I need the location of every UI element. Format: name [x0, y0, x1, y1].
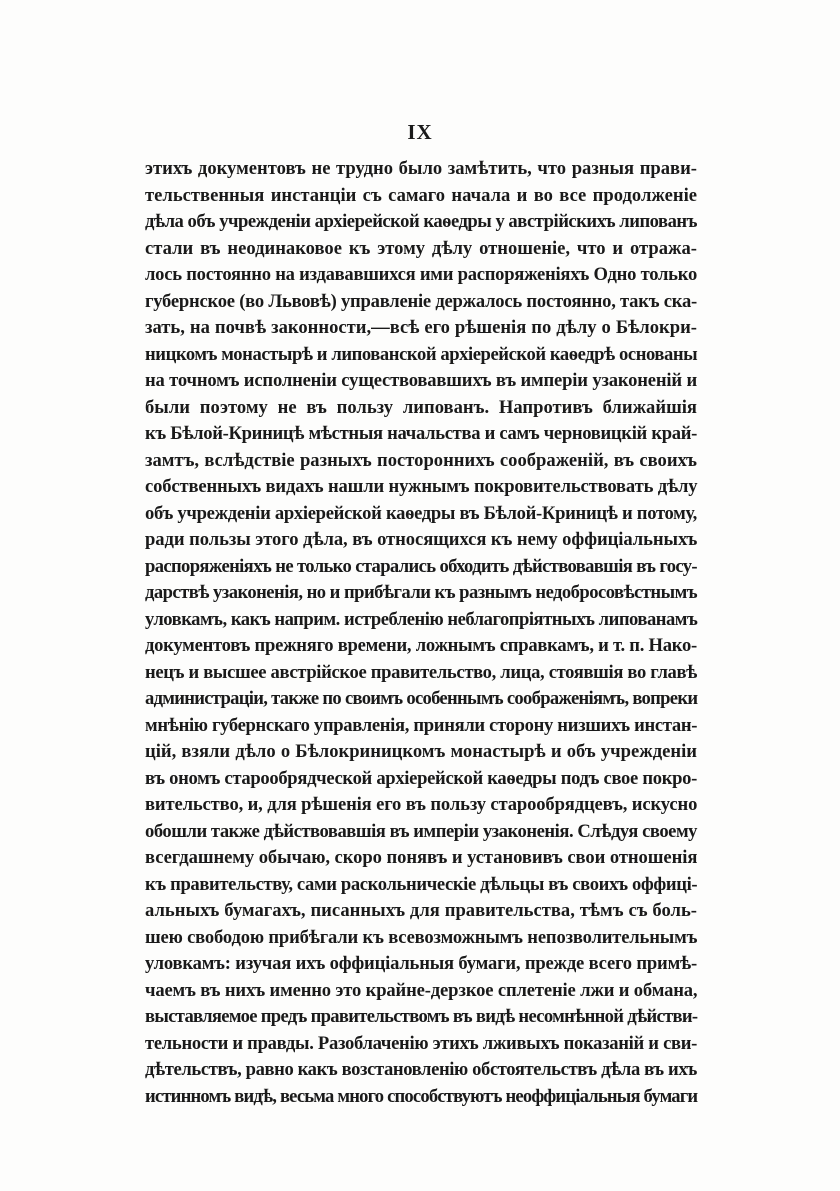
text-line: всегдашнему обычаю, скоро понявъ и установивъ свои отношенія — [145, 847, 698, 868]
text-line: собственныхъ видахъ нашли нужнымъ покровительствовать дѣлу — [145, 476, 698, 497]
text-line: дарствѣ узаконенія, но и прибѣгали къ разнымъ недобросовѣстнымъ — [145, 582, 697, 603]
text-line: на точномъ исполненіи существовавшихъ въ имперіи узаконеній и — [145, 370, 697, 391]
text-line: этихъ документовъ не трудно было замѣтить, что разныя прави- — [145, 158, 697, 179]
text-line: стали въ неодинаковое къ этому дѣлу отношеніе, что и отража- — [145, 237, 697, 259]
text-line: тельности и правды. Разоблаченію этихъ лживыхъ показаній и сви- — [145, 1032, 698, 1054]
text-line: дѣтельствъ, равно какъ возстановленію обстоятельствъ дѣла въ ихъ — [145, 1059, 697, 1080]
text-line: нецъ и высшее австрійское правительство, лица, стоявшія во главѣ — [145, 661, 697, 683]
text-line: выставляемое предъ правительствомъ въ видѣ несомнѣнной дѣйстви- — [145, 1006, 698, 1027]
text-line: ради пользы этого дѣла, въ относящихся къ нему оффиціальныхъ — [145, 529, 698, 550]
text-line: дѣла объ учрежденіи архіерейской каѳедры у австрійскихъ липованъ — [145, 211, 697, 232]
text-line: альныхъ бумагахъ, писанныхъ для правительства, тѣмъ съ боль- — [145, 900, 697, 921]
text-line: уловкамъ: изучая ихъ оффиціальныя бумаги, прежде всего примѣ- — [145, 953, 697, 974]
page-number: IX — [407, 120, 433, 144]
text-line: шею свободою прибѣгали къ всевозможнымъ непозволительнымъ — [145, 926, 698, 948]
text-line: замтъ, вслѣдствіе разныхъ постороннихъ соображеній, въ своихъ — [145, 449, 697, 471]
body-text — [145, 156, 697, 1110]
text-line: истинномъ видѣ, весьма много способствуютъ неоффиціальныя бумаги — [145, 1085, 698, 1107]
text-line: объ учрежденіи архіерейской каѳедры въ Бѣлой-Криницѣ и потому, — [145, 502, 697, 524]
text-line: губернское (во Львовѣ) управленіе держалось постоянно, такъ ска- — [145, 290, 697, 312]
text-line: чаемъ въ нихъ именно это крайне-дерзкое сплетеніе лжи и обмана, — [145, 979, 698, 1001]
text-line: ницкомъ монастырѣ и липованской архіерейской каѳедрѣ основаны — [145, 343, 698, 365]
text-line: къ правительству, сами раскольническіе дѣльцы въ своихъ оффиці- — [145, 873, 698, 895]
text-line: администраціи, также по своимъ особеннымъ соображеніямъ, вопреки — [145, 688, 698, 709]
text-line: были поэтому не въ пользу липованъ. Напротивъ ближайшія — [145, 396, 697, 418]
text-line: лось постоянно на издававшихся ими распоряженіяхъ Одно только — [145, 264, 697, 285]
text-line: цій, взяли дѣло о Бѣлокриницкомъ монастырѣ и объ учрежденіи — [145, 741, 697, 762]
text-line: распоряженіяхъ не только старались обходить дѣйствовавшія въ госу- — [145, 555, 697, 577]
text-line: зать, на почвѣ законности,—всѣ его рѣшенія по дѣлу о Бѣлокри- — [145, 317, 697, 338]
text-line: уловкамъ, какъ наприм. истребленію неблагопріятныхъ липованамъ — [145, 608, 698, 630]
text-line: обошли также дѣйствовавшія въ имперіи узаконенія. Слѣдуя своему — [145, 820, 697, 842]
text-line: вительство, и, для рѣшенія его въ пользу старообрядцевъ, искусно — [145, 794, 698, 815]
text-line: документовъ прежняго времени, ложнымъ справкамъ, и т. п. Нако- — [145, 635, 697, 656]
text-line: тельственныя инстанціи съ самаго начала и во все продолженіе — [145, 184, 697, 206]
text-line: мнѣнію губернскаго управленія, приняли сторону низшихъ инстан- — [145, 714, 698, 736]
text-line: къ Бѣлой-Криницѣ мѣстныя начальства и самъ черновицкій край- — [145, 423, 697, 444]
text-line: въ ономъ старообрядческой архіерейской каѳедры подъ свое покро- — [145, 767, 697, 789]
